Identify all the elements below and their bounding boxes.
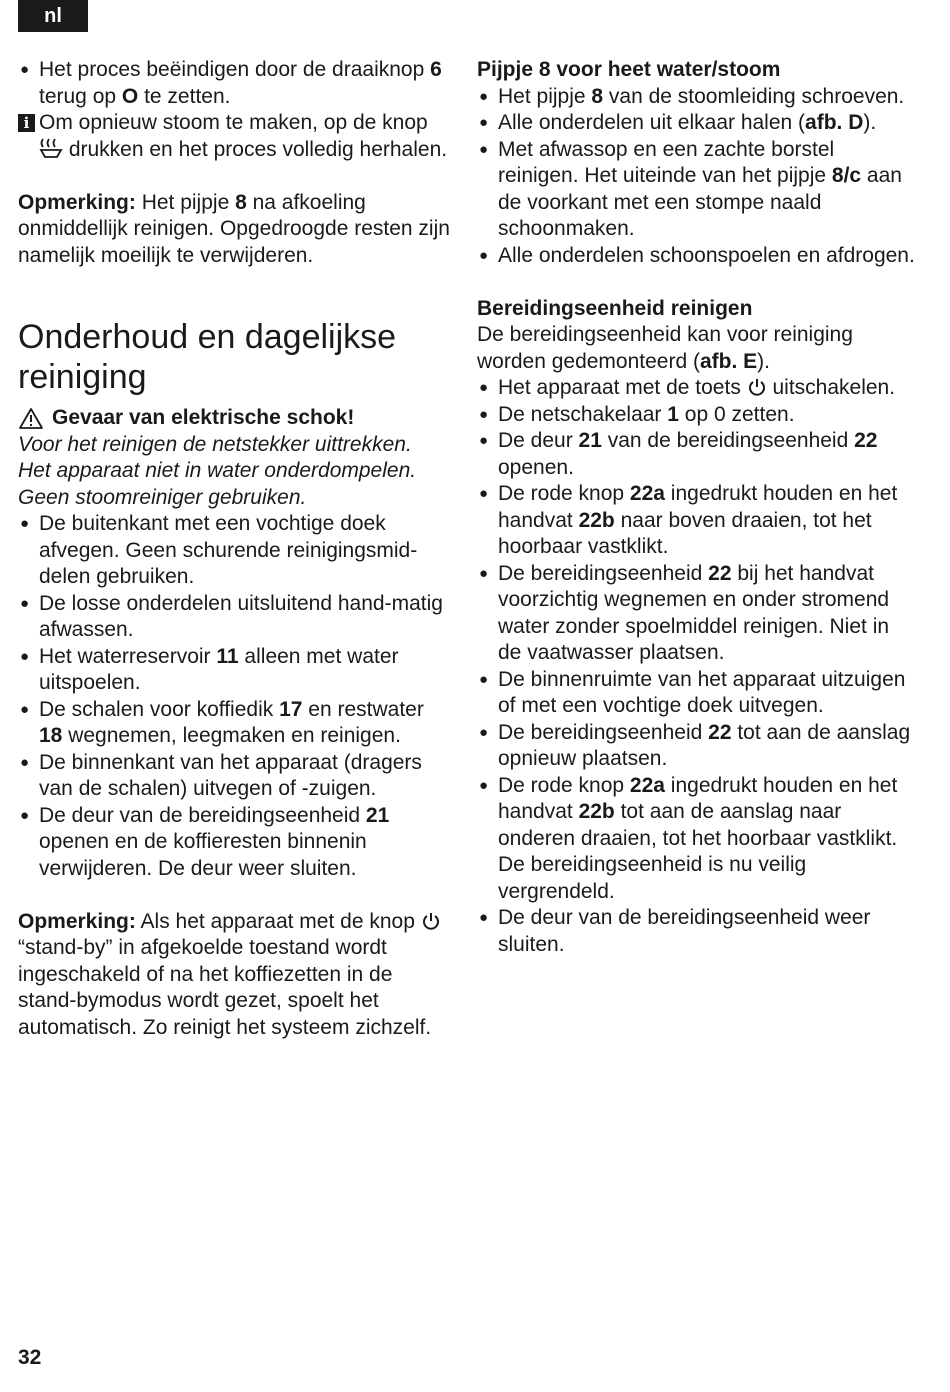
list-item: ● Alle onderdelen schoonspoelen en afdrogen. — [477, 243, 917, 270]
list-item: ● De schalen voor koffiedik 17 en restwater 18 wegnemen, leegmaken en reinigen. — [18, 697, 450, 750]
right-column — [477, 57, 917, 958]
list-item: ● De deur 21 van de bereidingseenheid 22 openen. — [477, 428, 917, 481]
list-item: ● De deur van de bereidingseenheid weer sluiten. — [477, 905, 917, 958]
list-item: ● De binnenruimte van het apparaat uitzuigen of met een vochtige doek uitvegen. — [477, 667, 917, 720]
warning-icon — [18, 407, 44, 430]
list-item: ● Het apparaat met de toets uitschakelen. — [477, 375, 917, 402]
warning-line: Voor het reinigen de netstekker uittrekken. — [18, 432, 412, 456]
list-item: ● De rode knop 22a ingedrukt houden en het handvat 22b naar boven draaien, tot het hoorbaar vastklikt. — [477, 481, 917, 561]
info-icon: i — [18, 114, 35, 132]
steam-icon — [39, 137, 63, 159]
warning-line: Geen stoomreiniger gebruiken. — [18, 485, 307, 509]
power-icon — [421, 911, 441, 931]
power-icon — [747, 377, 767, 397]
subheading: Pijpje 8 voor heet water/stoom — [477, 58, 781, 81]
list-item: ● De bereidingseenheid 22 tot aan de aanslag opnieuw plaatsen. — [477, 720, 917, 773]
left-column — [18, 57, 450, 1041]
section-heading: Onderhoud en dagelijkse reiniging — [18, 318, 397, 396]
warning-title: Gevaar van elektrische schok! — [18, 405, 450, 432]
remark-paragraph: Opmerking: Als het apparaat met de knop “stand-by” in afgekoelde toestand wordt ingeschakeld of na het koffiezetten in de stand-bymodus wordt gezet, spoelt het automatisch. Zo reinigt het systeem zichzelf. — [18, 909, 450, 1042]
list-item: ● Het pijpje 8 van de stoomleiding schroeven. — [477, 84, 917, 111]
list-item: ● De bereidingseenheid 22 bij het handvat voorzichtig wegnemen en onder stromend water zonder spoelmiddel reinigen. Niet in de vaatwasser plaatsen. — [477, 561, 917, 667]
list-item: ● De rode knop 22a ingedrukt houden en het handvat 22b tot aan de aanslag naar onderen draaien, tot het hoorbaar vastklikt. De bereidingseenheid is nu veilig vergrendeld. — [477, 773, 917, 906]
list-item: ● Alle onderdelen uit elkaar halen (afb. D). — [477, 110, 917, 137]
list-item: ● Het proces beëindigen door de draaiknop 6 terug op O te zetten. — [18, 57, 450, 110]
page-number: 32 — [18, 1346, 42, 1369]
info-note: i Om opnieuw stoom te maken, op de knop drukken en het proces volledig herhalen. — [18, 110, 450, 163]
language-tab: nl — [18, 0, 88, 32]
list-item: ● De binnenkant van het apparaat (dragers van de schalen) uitvegen of -zuigen. — [18, 750, 450, 803]
list-item: ● Het waterreservoir 11 alleen met water uitspoelen. — [18, 644, 450, 697]
intro-paragraph: De bereidingseenheid kan voor reiniging worden gedemonteerd (afb. E). — [477, 323, 853, 373]
list-item: ● De buitenkant met een vochtige doek afvegen. Geen schurende reinigingsmid-delen gebruiken. — [18, 511, 450, 591]
list-item: ● De losse onderdelen uitsluitend hand-matig afwassen. — [18, 591, 450, 644]
list-item: ● Met afwassop en een zachte borstel reinigen. Het uiteinde van het pijpje 8/c aan de voorkant met een stompe naald schoonmaken. — [477, 137, 917, 243]
subheading: Bereidingseenheid reinigen — [477, 296, 753, 320]
list-item: ● De netschakelaar 1 op 0 zetten. — [477, 402, 917, 429]
warning-line: Het apparaat niet in water onderdompelen. — [18, 459, 417, 482]
list-item: ● De deur van de bereidingseenheid 21 openen en de koffieresten binnenin verwijderen. De deur weer sluiten. — [18, 803, 450, 883]
remark-paragraph: Opmerking: Het pijpje 8 na afkoeling onmiddellijk reinigen. Opgedroogde resten zijn namelijk moeilijk te verwijderen. — [18, 190, 450, 267]
